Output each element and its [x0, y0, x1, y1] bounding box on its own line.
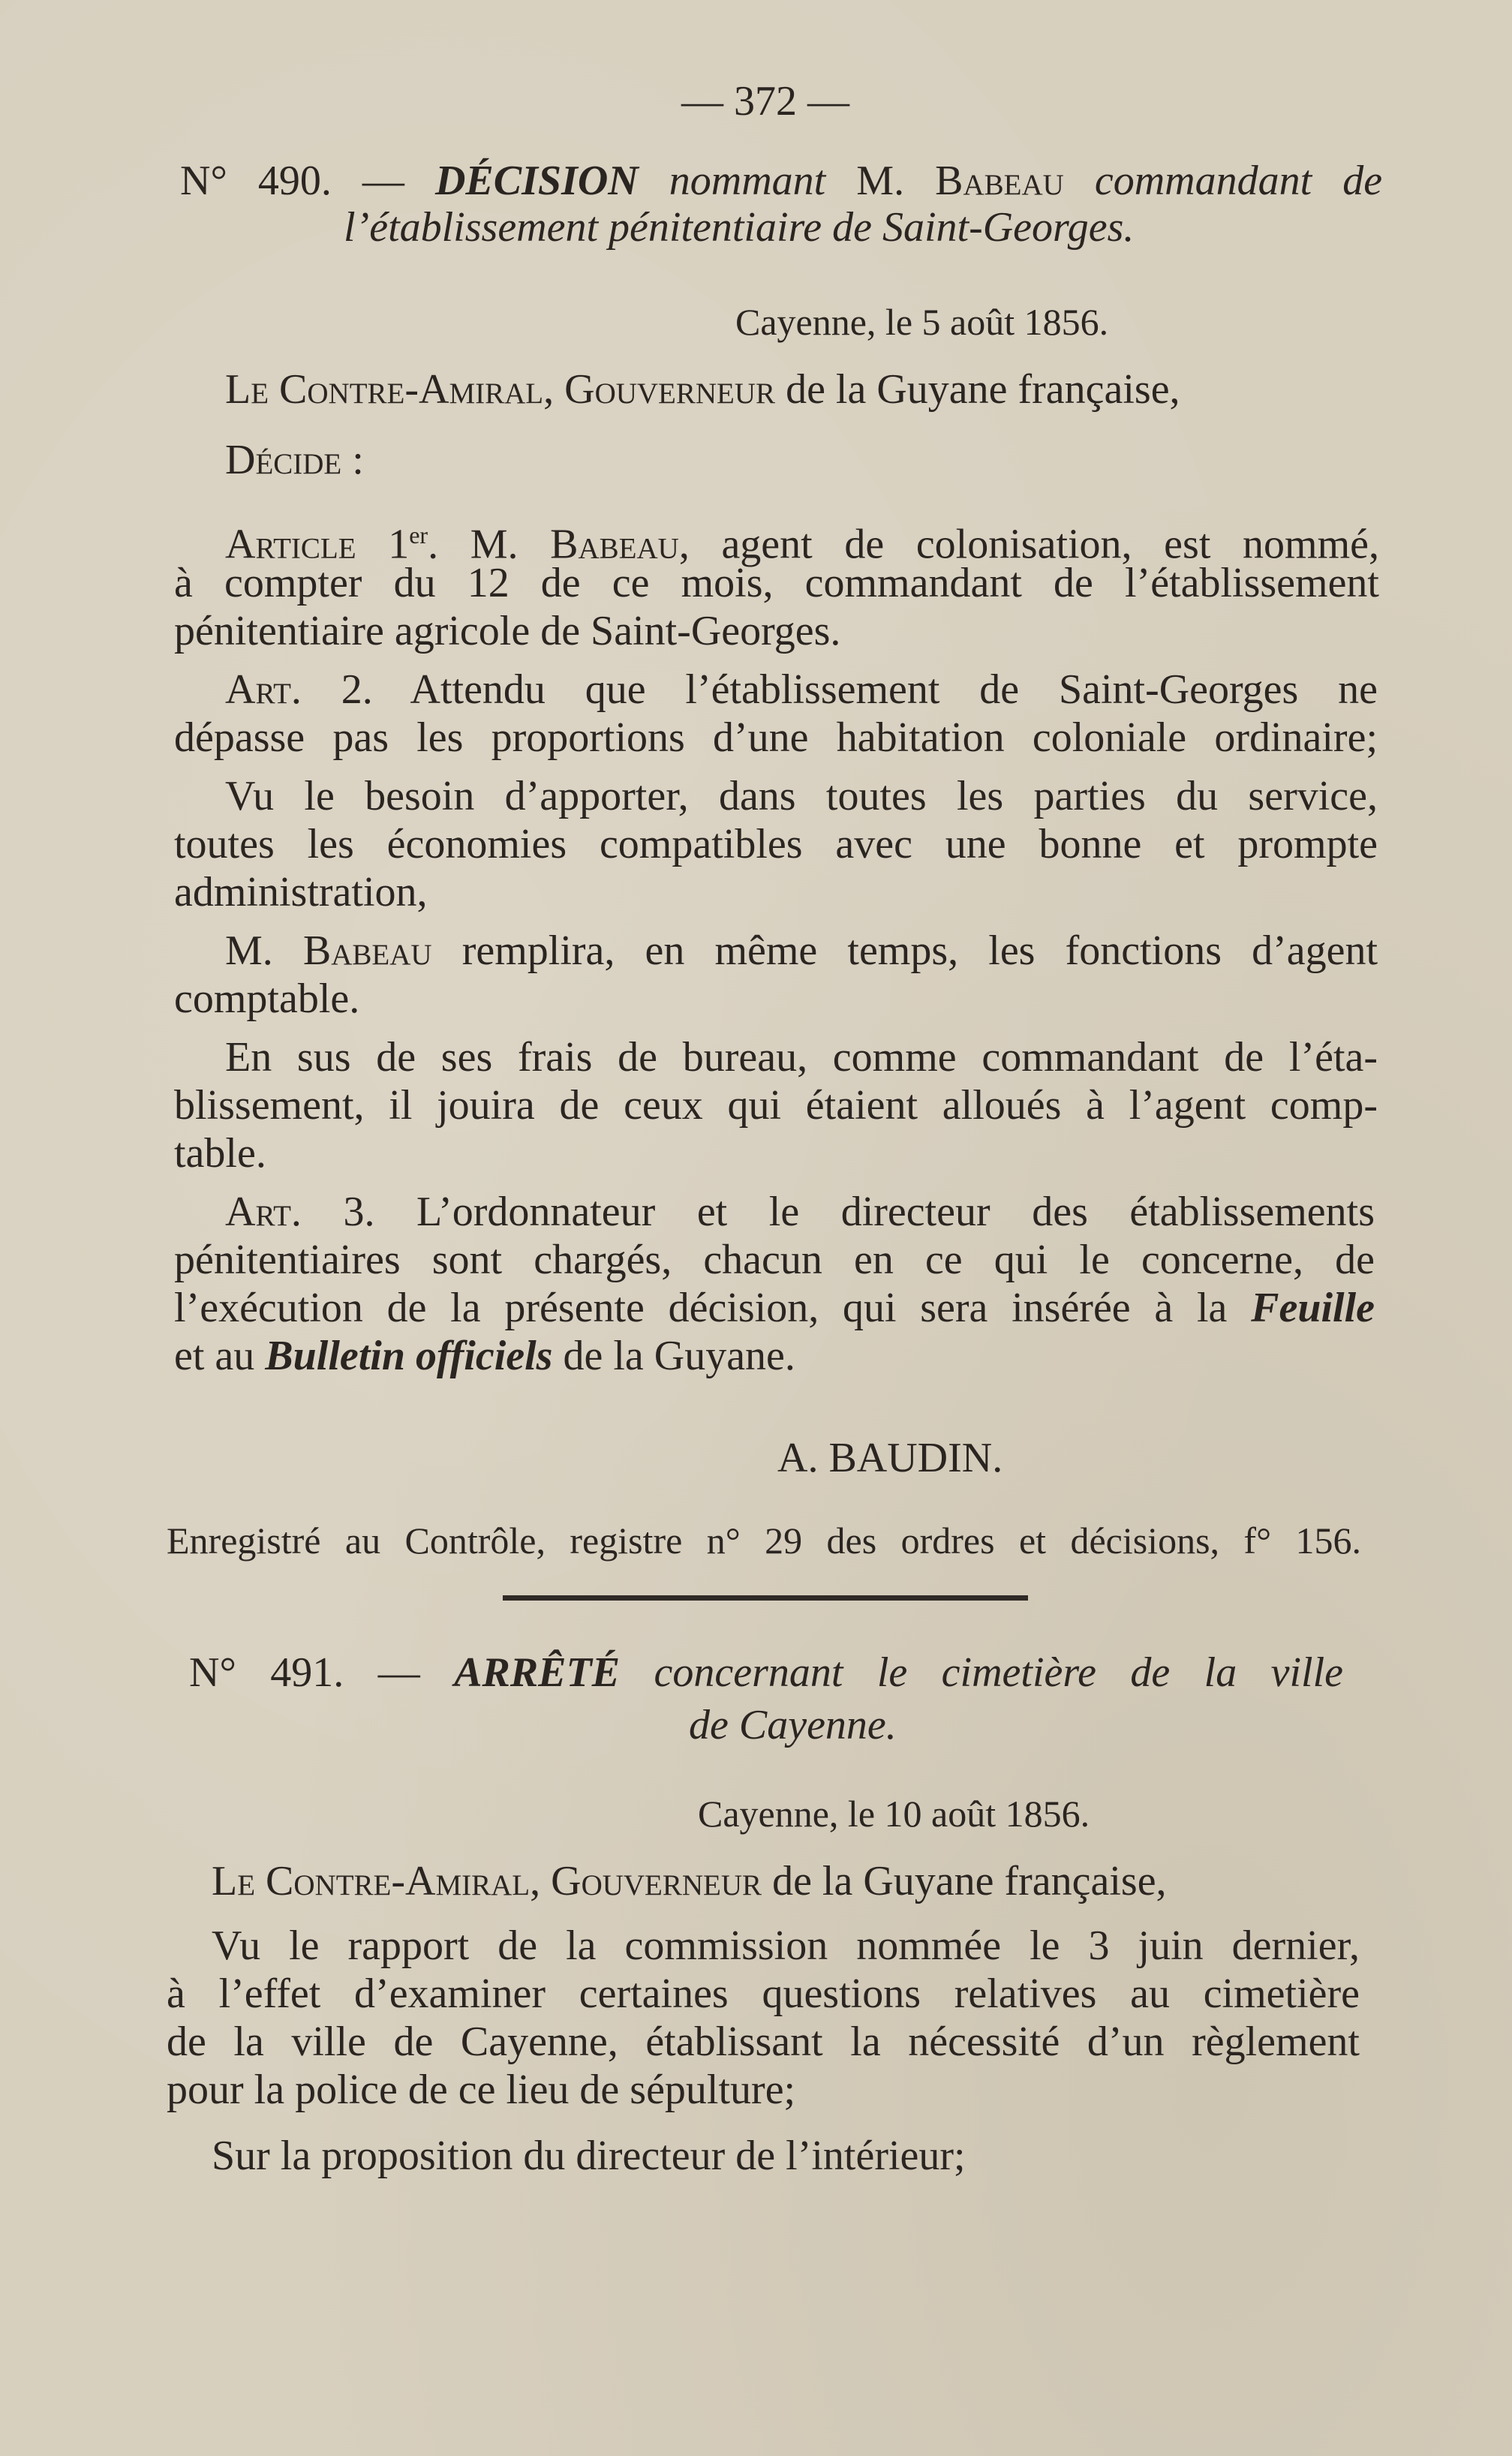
dateline: Cayenne, le 10 août 1856. [698, 1793, 1090, 1835]
article-label: Art. 2. [225, 666, 373, 713]
article-text: . M. [428, 521, 551, 568]
article-text: L’ordonnateur et le directeur des établissements [374, 1189, 1375, 1235]
body-line: Sur la proposition du directeur de l’intérieur; [212, 2133, 966, 2179]
author-text: de la Guyane française, [762, 1858, 1167, 1904]
author-title: Gouverneur [551, 1858, 762, 1904]
article-text: remplira, en même temps, les fonctions d’agent [431, 927, 1378, 974]
body-line: de la ville de Cayenne, établissant la nécessité d’un règlement [167, 2019, 1360, 2065]
body-line: pour la police de ce lieu de sépulture; [167, 2067, 796, 2113]
article-3-line [174, 1331, 795, 1381]
article-text: l’exécution de la présente décision, qui sera insérée à la [174, 1285, 1252, 1331]
decision-type: ARRÊTÉ [454, 1649, 621, 1696]
author-title: Le Contre-Amiral [225, 366, 544, 413]
article-1-line: à compter du 12 de ce mois, commandant de l’établissement [174, 560, 1379, 606]
body-line: Vu le rapport de la commission nommée le 3 juin dernier, [212, 1922, 1360, 1969]
heading-text: M. [856, 158, 905, 204]
article-sup: er [409, 522, 428, 549]
article-text: M. [225, 927, 303, 974]
signature: A. BAUDIN. [777, 1435, 1003, 1481]
article-text: Attendu que l’établissement de Saint-Georges ne [372, 666, 1378, 713]
decide-label: Décide : [225, 437, 364, 483]
body-line: à l’effet d’examiner certaines questions relatives au cimetière [167, 1971, 1360, 2017]
article-3-line [225, 1187, 1375, 1237]
article-label: Article 1 [225, 521, 410, 568]
article-text: , agent de colonisation, est nommé, [678, 521, 1379, 568]
article-2-line [225, 926, 1378, 975]
dateline: Cayenne, le 5 août 1856. [735, 301, 1109, 343]
article-2-line [225, 665, 1378, 714]
heading-dash: — [362, 158, 404, 204]
article-text: et au [174, 1333, 266, 1379]
article-2-line: blissement, il jouira de ceux qui étaient alloués à l’agent comp- [174, 1082, 1378, 1129]
author-title: Gouverneur [564, 366, 776, 413]
decision-490-heading-line2: l’établissement pénitentiaire de Saint-Georges. [344, 204, 1135, 251]
article-text-italic: Bulletin officiels [265, 1333, 553, 1379]
decision-number: N° 491. [189, 1649, 344, 1696]
article-2-line: comptable. [174, 975, 360, 1022]
article-2-line: table. [174, 1130, 266, 1177]
article-2-line: En sus de ses frais de bureau, comme commandant de l’éta- [225, 1034, 1378, 1081]
author-title: Le Contre-Amiral [212, 1858, 531, 1904]
author-line [212, 1856, 1167, 1906]
article-label: Art. 3. [225, 1189, 375, 1235]
article-3-line: pénitentiaires sont chargés, chacun en ce qui le concerne, de [174, 1237, 1375, 1283]
heading-text: commandant de [1094, 158, 1383, 204]
decision-number: N° 490. [180, 158, 332, 204]
decision-490-heading [180, 156, 1382, 206]
heading-name: Babeau [935, 158, 1064, 204]
article-text-italic: Feuille [1251, 1285, 1375, 1331]
name-babeau: Babeau [550, 521, 679, 568]
author-sep: , [543, 366, 565, 413]
article-3-line [174, 1283, 1375, 1333]
article-2-line: administration, [174, 869, 428, 915]
author-sep: , [530, 1858, 552, 1904]
page-number: — 372 — [681, 78, 849, 125]
heading-dash: — [377, 1649, 420, 1696]
decision-type: DÉCISION [434, 158, 639, 204]
article-1-line: pénitentiaire agricole de Saint-Georges. [174, 608, 841, 654]
article-2-line: Vu le besoin d’apporter, dans toutes les parties du service, [225, 773, 1378, 819]
heading-text: nommant [669, 158, 826, 204]
article-text: de la Guyane. [552, 1333, 795, 1379]
name-babeau: Babeau [302, 927, 432, 974]
article-2-line: toutes les économies compatibles avec une bonne et prompte [174, 821, 1378, 867]
heading-text: concernant le cimetière de la ville [654, 1649, 1343, 1696]
decision-491-heading [189, 1648, 1343, 1697]
registration-note: Enregistré au Contrôle, registre n° 29 des ordres et décisions, f° 156. [167, 1520, 1361, 1562]
decision-491-heading-line2: de Cayenne. [689, 1702, 897, 1748]
author-text: de la Guyane française, [775, 366, 1180, 413]
author-line [225, 365, 1180, 414]
separator-rule [503, 1595, 1028, 1601]
article-2-line: dépasse pas les proportions d’une habitation coloniale ordinaire; [174, 714, 1378, 761]
